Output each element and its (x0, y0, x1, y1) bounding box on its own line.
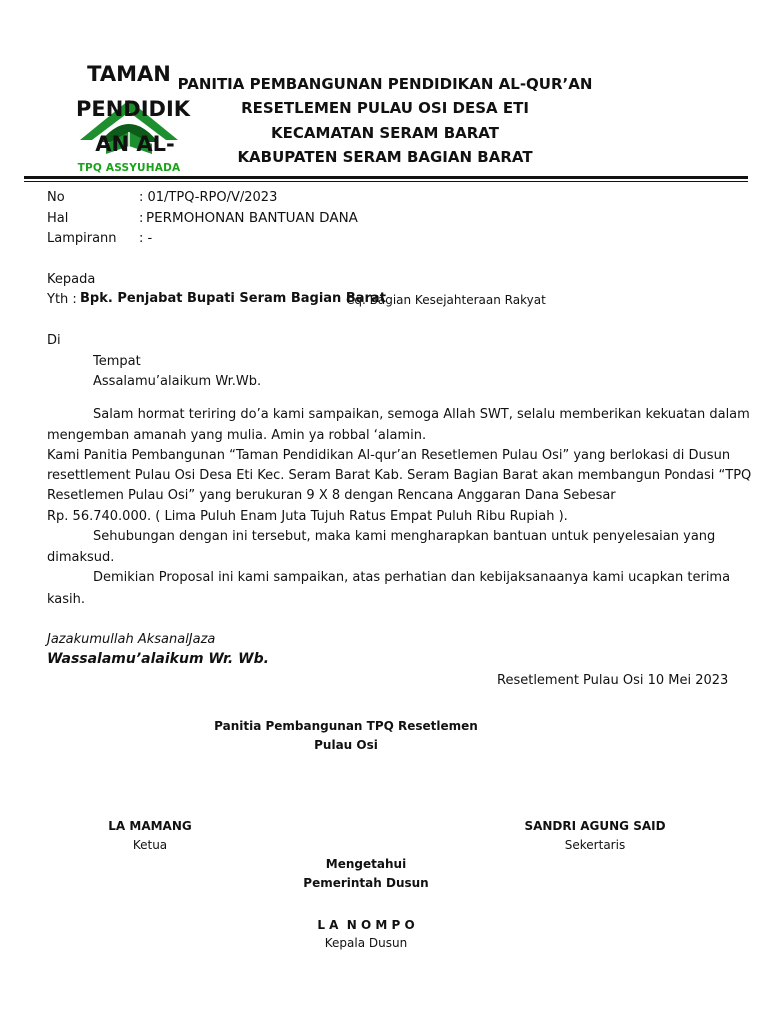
ketua-role: Ketua (132, 838, 168, 852)
closing-jazak: Jazakumullah AksanalJaza (47, 632, 216, 647)
lampiran-label: Lampirann (47, 231, 117, 246)
pemerintah-dusun-label: Pemerintah Dusun (303, 876, 429, 890)
no-value: : 01/TPQ-RPO/V/2023 (139, 190, 278, 205)
body-p4-line-1: Demikian Proposal ini kami sampaikan, atas perhatian dan kebijaksanaanya kami ucapkan terima (93, 570, 731, 585)
header-line-2: RESETLEMEN PULAU OSI DESA ETI (241, 99, 529, 117)
hal-value: PERMOHONAN BANTUAN DANA (146, 210, 358, 226)
recipient-name: Bpk. Penjabat Bupati Seram Bagian Barat (80, 291, 386, 306)
body-p4-line-2: kasih. (47, 592, 86, 607)
yth-label: Yth : (47, 292, 77, 307)
kadus-name: L A N O M P O (317, 918, 415, 932)
header-line-3: KECAMATAN SERAM BARAT (271, 124, 499, 142)
body-p2-line-4: Rp. 56.740.000. ( Lima Puluh Enam Juta Tujuh Ratus Empat Puluh Ribu Rupiah ). (47, 509, 568, 524)
logo-line-1: TAMAN (87, 62, 171, 86)
committee-line-1: Panitia Pembangunan TPQ Resetlemen (214, 719, 478, 733)
salam-opening: Assalamu’alaikum Wr.Wb. (93, 374, 262, 389)
body-p2-line-3: Resetlemen Pulau Osi” yang berukuran 9 X 8 dengan Rencana Anggaran Dana Sebesar (47, 488, 616, 503)
kepada-label: Kepada (47, 272, 96, 287)
body-p1-line-1: Salam hormat teriring do’a kami sampaikan, semoga Allah SWT, selalu memberikan kekuatan dalam (93, 407, 750, 422)
ketua-name: LA MAMANG (108, 819, 192, 833)
committee-line-2: Pulau Osi (314, 738, 378, 752)
logo-line-2: PENDIDIK (75, 97, 191, 121)
body-p2-line-1: Kami Panitia Pembangunan “Taman Pendidikan Al-qur’an Resetlemen Pulau Osi” yang berlokasi di Dusun (47, 448, 731, 463)
header-divider-thin (24, 181, 748, 182)
tempat-label: Tempat (93, 354, 141, 369)
no-label: No (47, 190, 65, 205)
di-label: Di (47, 333, 61, 348)
body-p3-line-1: Sehubungan dengan ini tersebut, maka kami mengharapkan bantuan untuk penyelesaian yang (93, 529, 716, 544)
lampiran-value: : - (139, 231, 153, 246)
logo-line-3: AN AL- (95, 132, 175, 156)
place-date: Resetlement Pulau Osi 10 Mei 2023 (497, 673, 729, 688)
header-line-1: PANITIA PEMBANGUNAN PENDIDIKAN AL-QUR’AN (177, 75, 593, 93)
kadus-role: Kepala Dusun (324, 936, 408, 950)
recipient-cq: Cq. Bagian Kesejahteraan Rakyat (346, 293, 546, 307)
logo-subtitle: TPQ ASSYUHADA (77, 162, 181, 174)
hal-colon: : (139, 211, 144, 226)
closing-wassalam: Wassalamu’alaikum Wr. Wb. (47, 651, 269, 667)
hal-label: Hal (47, 211, 69, 226)
body-p1-line-2: mengemban amanah yang mulia. Amin ya robbal ‘alamin. (47, 428, 427, 443)
body-p3-line-2: dimaksud. (47, 550, 115, 565)
sekretaris-role: Sekertaris (564, 838, 626, 852)
header-line-4: KABUPATEN SERAM BAGIAN BARAT (237, 148, 533, 166)
mengetahui-label: Mengetahui (325, 857, 407, 871)
body-p2-line-2: resettlement Pulau Osi Desa Eti Kec. Seram Barat Kab. Seram Bagian Barat akan membangun Pondasi “TPQ (47, 468, 752, 483)
header-divider-thick (24, 176, 748, 179)
sekretaris-name: SANDRI AGUNG SAID (524, 819, 666, 833)
